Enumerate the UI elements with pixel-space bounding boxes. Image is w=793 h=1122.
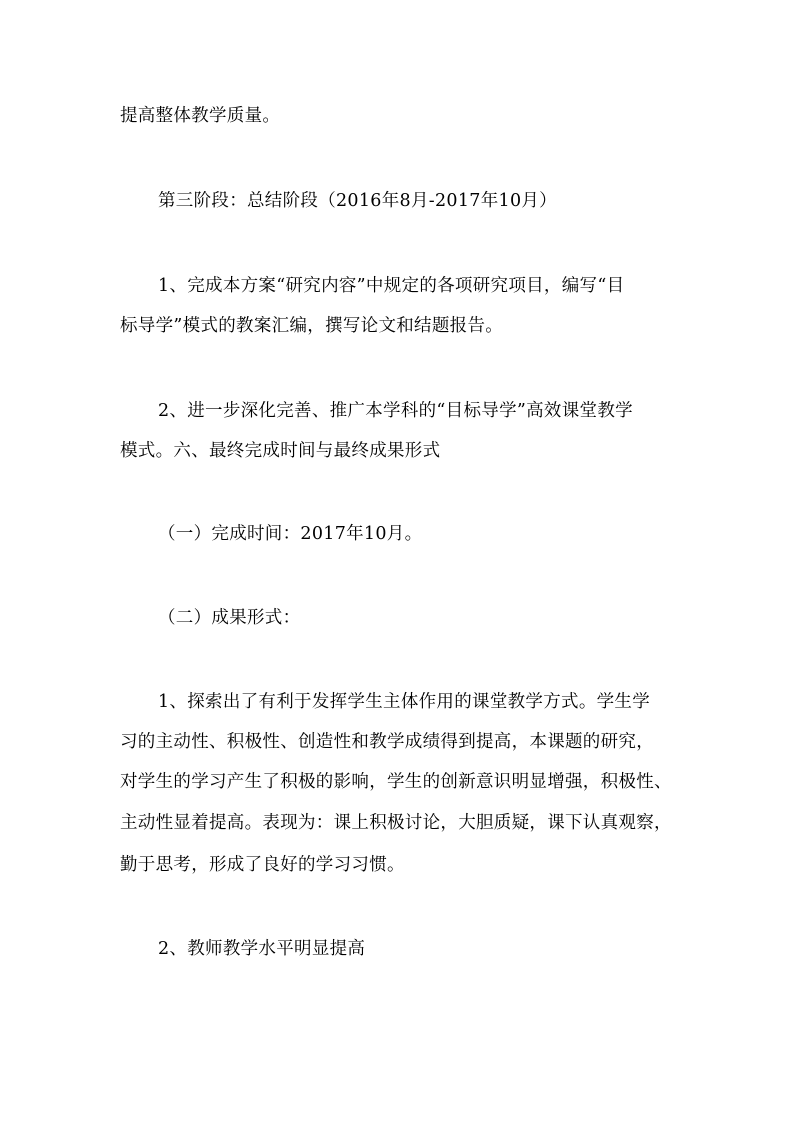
paragraph-line: 习的主动性、积极性、创造性和教学成绩得到提高，本课题的研究， — [120, 732, 654, 752]
paragraph-line: 1、完成本方案“研究内容”中规定的各项研究项目，编写“目 — [158, 276, 625, 296]
paragraph-line: 对学生的学习产生了积极的影响，学生的创新意识明显增强，积极性、 — [120, 772, 672, 792]
paragraph-line: 标导学”模式的教案汇编，撰写论文和结题报告。 — [120, 316, 504, 336]
paragraph-line: 2、教师教学水平明显提高 — [158, 939, 366, 959]
paragraph-line: 2、进一步深化完善、推广本学科的“目标导学”高效课堂教学 — [158, 401, 633, 421]
paragraph-line: 提高整体教学质量。 — [120, 106, 281, 126]
paragraph-line: 勤于思考，形成了良好的学习习惯。 — [120, 855, 405, 875]
paragraph-line: 1、探索出了有利于发挥学生主体作用的课堂教学方式。学生学 — [158, 692, 651, 712]
results-form-heading: （二）成果形式： — [158, 608, 301, 628]
paragraph-line: 模式。六、最终完成时间与最终成果形式 — [120, 441, 441, 461]
paragraph-line: 主动性显着提高。表现为：课上积极讨论，大胆质疑，课下认真观察， — [120, 813, 672, 833]
completion-time-line: （一）完成时间：2017年10月。 — [158, 524, 423, 544]
stage-three-heading: 第三阶段：总结阶段（2016年8月-2017年10月） — [158, 191, 557, 211]
